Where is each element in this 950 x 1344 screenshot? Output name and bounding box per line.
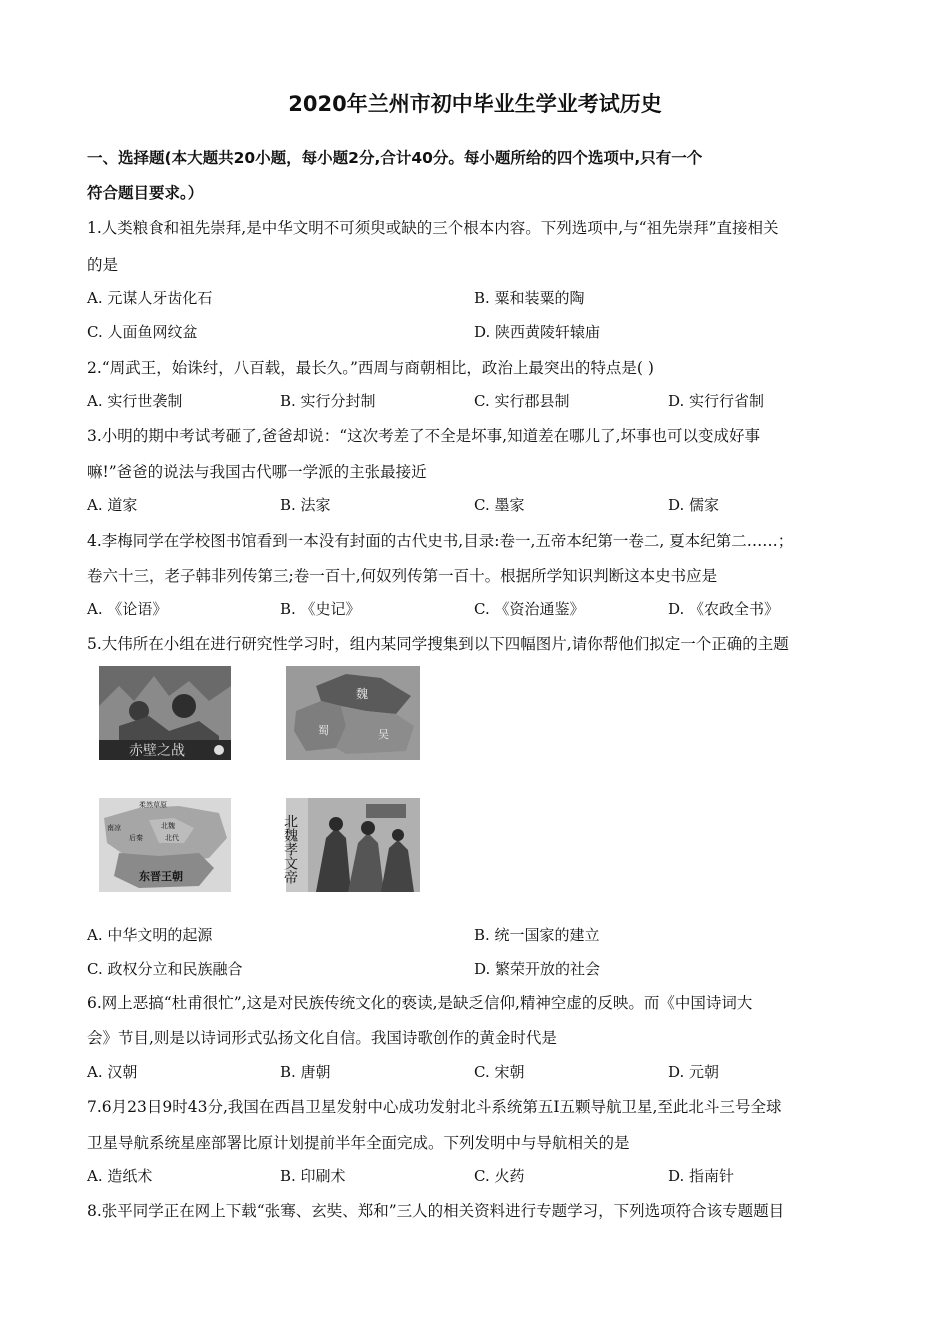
map-label-beidai: 北代 [165, 834, 179, 842]
q4-option-a: A. 《论语》 [87, 600, 168, 618]
q7-option-a: A. 造纸术 [87, 1167, 153, 1185]
eastern-jin-caption: 东晋王朝 [139, 870, 183, 883]
question-5: 5.大伟所在小组在进行研究性学习时，组内某同学搜集到以下四幅图片,请你帮他们拟定一个正确的主题 [87, 635, 789, 653]
q2-option-c: C. 实行郡县制 [474, 392, 570, 410]
q2-option-a: A. 实行世袭制 [87, 392, 183, 410]
map-label-shu: 蜀 [318, 724, 329, 737]
question-2: 2.“周武王，始诛纣，八百载，最长久。”西周与商朝相比，政治上最突出的特点是( ) [87, 359, 654, 377]
q6-option-b: B. 唐朝 [280, 1063, 331, 1081]
q2-option-d: D. 实行行省制 [668, 392, 765, 410]
question-1-cont: 的是 [87, 256, 119, 274]
question-7-cont: 卫星导航系统星座部署比原计划提前半年全面完成。下列发明中与导航相关的是 [87, 1134, 630, 1152]
q7-option-b: B. 印刷术 [280, 1167, 346, 1185]
q6-option-d: D. 元朝 [668, 1063, 720, 1081]
question-4-cont: 卷六十三，老子韩非列传第三;卷一百十,何奴列传第一百十。根据所学知识判断这本史书应是 [87, 567, 718, 585]
q1-option-d: D. 陕西黄陵轩辕庙 [474, 323, 601, 341]
chibi-caption: 赤壁之战 [129, 743, 185, 759]
map-label-nanliang: 南凉 [107, 824, 121, 832]
question-6-cont: 会》节目,则是以诗词形式弘扬文化自信。我国诗歌创作的黄金时代是 [87, 1029, 557, 1047]
question-4: 4.李梅同学在学校图书馆看到一本没有封面的古代史书,目录:卷一,五帝本纪第一卷二, 夏本纪第二……； [87, 532, 794, 550]
question-3-cont: 嘛!”爸爸的说法与我国古代哪一学派的主张最接近 [87, 463, 427, 481]
section-heading-cont: 符合题目要求。） [87, 184, 204, 202]
q1-option-a: A. 元谋人牙齿化石 [87, 289, 213, 307]
q4-option-c: C. 《资治通鉴》 [474, 600, 585, 618]
q1-option-b: B. 粟和装粟的陶 [474, 289, 585, 307]
map-label-beiwei: 北魏 [161, 822, 175, 830]
q5-option-b: B. 统一国家的建立 [474, 926, 600, 944]
q3-option-c: C. 墨家 [474, 496, 525, 514]
q3-option-a: A. 道家 [87, 496, 138, 514]
xiaowen-caption: 北魏孝文帝 [282, 814, 298, 884]
q4-option-d: D. 《农政全书》 [668, 600, 780, 618]
three-kingdoms-map [286, 666, 420, 760]
q2-option-b: B. 实行分封制 [280, 392, 376, 410]
chibi-battle-image [99, 666, 231, 760]
q6-option-c: C. 宋朝 [474, 1063, 525, 1081]
question-3: 3.小明的期中考试考砸了,爸爸却说：“这次考差了不全是坏事,知道差在哪儿了,坏事也可以变成好事 [87, 427, 760, 445]
q3-option-d: D. 儒家 [668, 496, 720, 514]
map-label-houqin: 后秦 [129, 834, 143, 842]
question-7: 7.6月23日9时43分,我国在西昌卫星发射中心成功发射北斗系统第五Ⅰ五颗导航卫星,至此北斗三号全球 [87, 1098, 782, 1116]
question-8: 8.张平同学正在网上下载“张骞、玄奘、郑和”三人的相关资料进行专题学习，下列选项符合该专题题目 [87, 1202, 785, 1220]
question-6: 6.网上恶搞“杜甫很忙”,这是对民族传统文化的亵读,是缺乏信仰,精神空虚的反映。而《中国诗词大 [87, 994, 753, 1012]
eastern-jin-map [99, 798, 231, 892]
q5-option-d: D. 繁荣开放的社会 [474, 960, 601, 978]
q5-option-a: A. 中华文明的起源 [87, 926, 213, 944]
q3-option-b: B. 法家 [280, 496, 331, 514]
map-label-wei: 魏 [356, 687, 369, 701]
page-title: 2020年兰州市初中毕业生学业考试历史 [288, 92, 662, 116]
q6-option-a: A. 汉朝 [87, 1063, 138, 1081]
map-label-rouran: 柔然草原 [139, 801, 167, 809]
map-label-wu: 吴 [378, 728, 389, 741]
q1-option-c: C. 人面鱼网纹盆 [87, 323, 198, 341]
q5-option-c: C. 政权分立和民族融合 [87, 960, 243, 978]
section-heading: 一、选择题(本大题共20小题，每小题2分,合计40分。每小题所给的四个选项中,只有一个 [87, 149, 703, 167]
q4-option-b: B. 《史记》 [280, 600, 361, 618]
q7-option-d: D. 指南针 [668, 1167, 735, 1185]
xiaowen-emperor-image [282, 798, 420, 892]
q7-option-c: C. 火药 [474, 1167, 525, 1185]
question-1: 1.人类粮食和祖先崇拜,是中华文明不可须臾或缺的三个根本内容。下列选项中,与“祖先崇拜”直接相关 [87, 219, 779, 237]
